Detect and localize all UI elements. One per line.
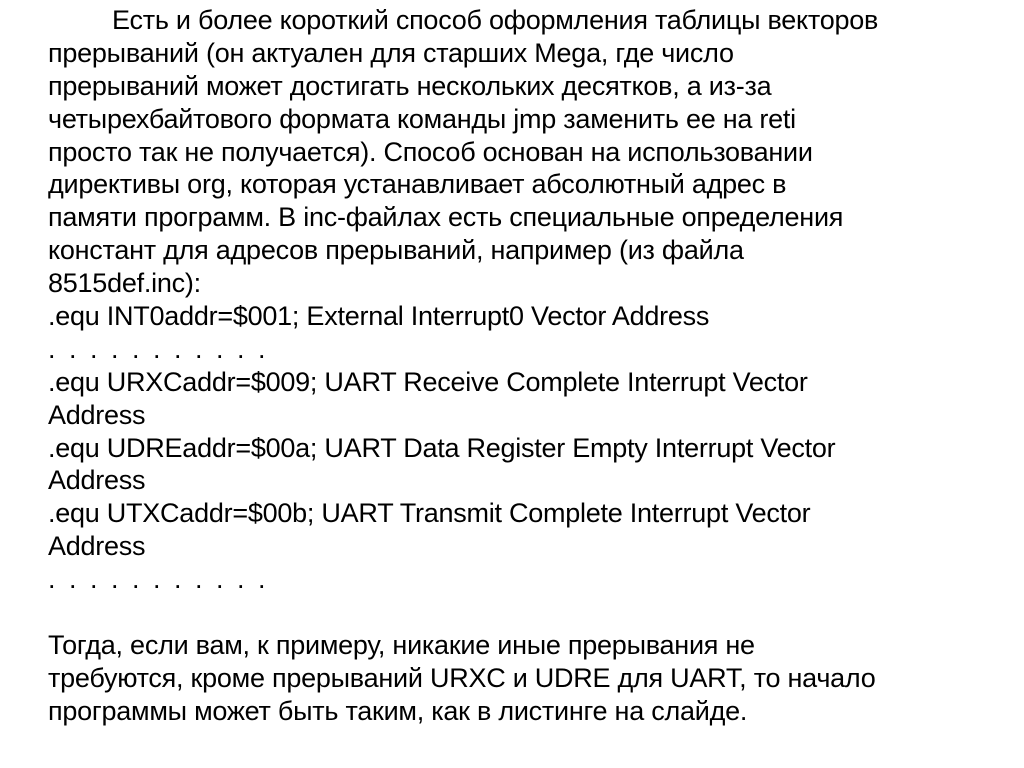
outro-line: программы может быть таким, как в листинге на слайде.	[48, 695, 748, 726]
outro-line: требуются, кроме прерываний URXC и UDRE для UART, то начало	[48, 662, 876, 693]
intro-line: директивы org, которая устанавливает абсолютный адрес в	[48, 169, 787, 200]
intro-line: констант для адресов прерываний, например (из файла	[48, 235, 744, 266]
outro-line: Тогда, если вам, к примеру, никакие иные прерывания не	[48, 629, 755, 660]
code-line: Address	[48, 399, 146, 430]
code-line: Address	[48, 465, 146, 496]
slide-text	[48, 4, 1014, 728]
code-line: .equ UTXCaddr=$00b; UART Transmit Complete Interrupt Vector	[48, 498, 811, 529]
intro-line: Есть и более короткий способ оформления таблицы векторов	[112, 5, 879, 35]
intro-line: прерываний может достигать нескольких десятков, а из-за	[48, 70, 772, 101]
intro-line: прерываний (он актуален для старших Mega, где число	[48, 37, 734, 68]
code-line: Address	[48, 531, 146, 562]
code-line: .equ URXCaddr=$009; UART Receive Complete Interrupt Vector	[48, 366, 808, 397]
ellipsis-line: . . . . . . . . . . .	[48, 333, 269, 364]
code-line: .equ INT0addr=$001; External Interrupt0 Vector Address	[48, 301, 710, 332]
code-line: .equ UDREaddr=$00a; UART Data Register Empty Interrupt Vector	[48, 432, 836, 463]
intro-line: четырехбайтового формата команды jmp заменить ее на reti	[48, 103, 796, 134]
intro-line: просто так не получается). Способ основан на использовании	[48, 136, 813, 167]
intro-line: 8515def.inc):	[48, 268, 201, 299]
ellipsis-line: . . . . . . . . . . .	[48, 564, 269, 595]
intro-line: памяти программ. В inc-файлах есть специальные определения	[48, 202, 844, 233]
blank-line	[48, 596, 1014, 629]
